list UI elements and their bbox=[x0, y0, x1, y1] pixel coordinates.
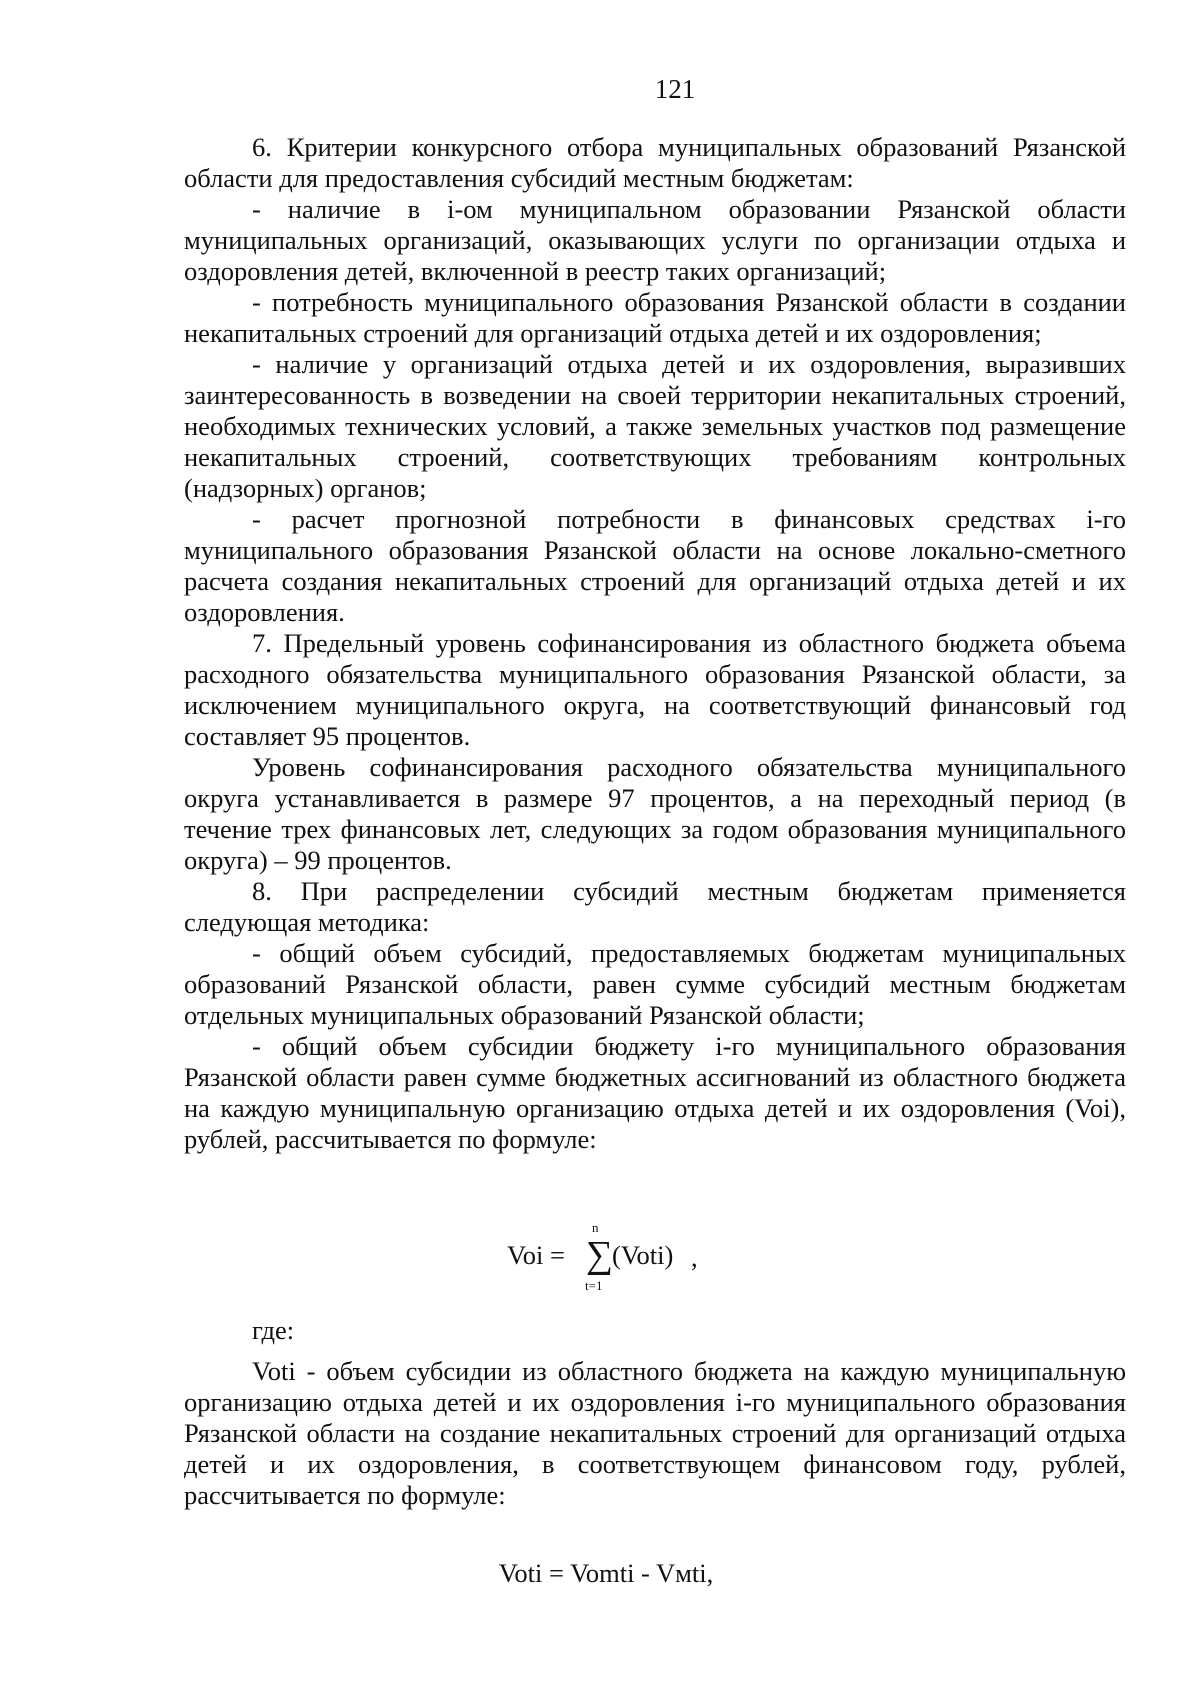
formula-voti: Voti = Vomti - Vмti, bbox=[498, 1558, 714, 1588]
definitions-text bbox=[184, 1315, 1126, 1511]
formula-voi-comma: , bbox=[691, 1242, 698, 1272]
sum-lower-limit: t=1 bbox=[585, 1278, 603, 1293]
paragraph-criteria-2: - потребность муниципального образования Рязанской области в создании некапитальных строений для организаций отдыха детей и их оздоровления; bbox=[184, 287, 1126, 348]
paragraph-criteria-heading: 6. Критерии конкурсного отбора муниципальных образований Рязанской области для предоставления субсидий местным бюджетам: bbox=[184, 132, 1126, 193]
paragraph-cofinancing-district: Уровень софинансирования расходного обязательства муниципального округа устанавливается в размере 97 процентов, а на переходный период (в течение трех финансовых лет, следующих за годом образования муниципального округа) – 99 процентов. bbox=[184, 752, 1126, 875]
page-number: 121 bbox=[654, 74, 696, 104]
formula-voi-rhs: (Voti) bbox=[612, 1240, 674, 1270]
paragraph-methodology-1: - общий объем субсидий, предоставляемых бюджетам муниципальных образований Рязанской области, равен сумме субсидий местным бюджетам отдельных муниципальных образований Рязанской области; bbox=[184, 938, 1126, 1030]
paragraph-cofinancing-limit: 7. Предельный уровень софинансирования из областного бюджета объема расходного обязательства муниципального образования Рязанской области, за исключением муниципального округа, на соответствующий финансовый год составляет 95 процентов. bbox=[184, 628, 1126, 751]
paragraph-methodology-heading: 8. При распределении субсидий местным бюджетам применяется следующая методика: bbox=[184, 876, 1126, 937]
paragraph-criteria-3: - наличие у организаций отдыха детей и их оздоровления, выразивших заинтересованность в возведении на своей территории некапитальных строений, необходимых технических условий, а также земельных участков под размещение некапитальных строений, соответствующих требованиям контрольных (надзорных) органов; bbox=[184, 349, 1126, 503]
where-label: где: bbox=[252, 1315, 295, 1345]
paragraph-methodology-2: - общий объем субсидии бюджету i-го муниципального образования Рязанской области равен сумме бюджетных ассигнований из областного бюджета на каждую муниципальную организацию отдыха детей и их оздоровления (Voi), рублей, рассчитывается по формуле: bbox=[184, 1031, 1126, 1154]
formula-voi bbox=[0, 1220, 1200, 1300]
sum-upper-limit: n bbox=[592, 1220, 599, 1235]
formula-voi-lhs: Voi = bbox=[507, 1240, 565, 1270]
voti-definition: Voti - объем субсидии из областного бюджета на каждую муниципальную организацию отдыха детей и их оздоровления i-го муниципального образования Рязанской области на создание некапитальных строений для организаций отдыха детей и их оздоровления, в соответствующем финансовом году, рублей, рассчитывается по формуле: bbox=[184, 1356, 1126, 1510]
paragraph-criteria-1: - наличие в i-ом муниципальном образовании Рязанской области муниципальных организаций, оказывающих услуги по организации отдыха и оздоровления детей, включенной в реестр таких организаций; bbox=[184, 194, 1126, 286]
body-text bbox=[184, 132, 1126, 1155]
paragraph-criteria-4: - расчет прогнозной потребности в финансовых средствах i-го муниципального образования Рязанской области на основе локально-сметного расчета создания некапитальных строений для организаций отдыха детей и их оздоровления. bbox=[184, 504, 1126, 627]
sigma-symbol: ∑ bbox=[586, 1234, 614, 1276]
